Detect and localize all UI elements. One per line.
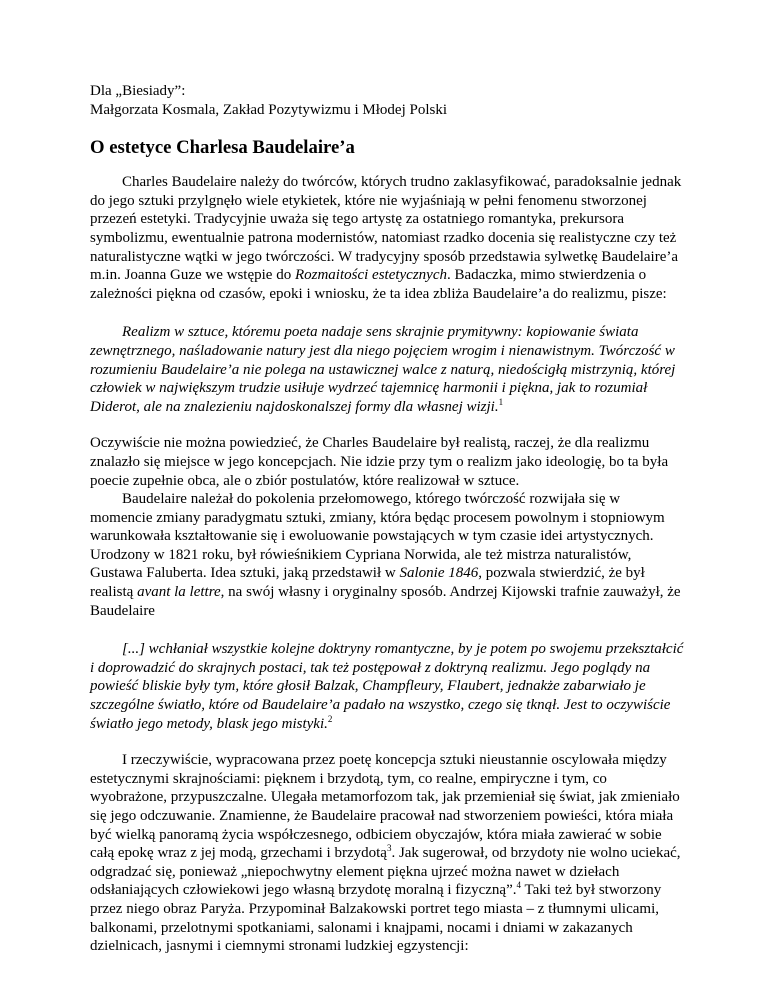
header-author: Małgorzata Kosmala, Zakład Pozytywizmu i Młodej Polski <box>90 101 448 118</box>
text-run: I rzeczywiście, wypracowana przez poetę koncepcja sztuki nieustannie oscylowała między estetycznymi skrajnościami: pięknem i brzydotą, tym, co realne, empiryczne i tym, co wyobrażone, przypuszczalne. Ulegała metamorfozom tak, jak przemieniał się świat, jak zmieniało się jego odczuwanie. Znamienne, że Baudelaire pracował nad stworzeniem powieści, która miała być wielką panoramą życia współczesnego, odbiciem obyczajów, która miała zawierać w sobie całą epokę wraz z jej modą, grzechami i brzydotą <box>90 752 680 862</box>
footnote-ref[interactable]: 4 <box>516 880 521 891</box>
block-quote-2 <box>90 640 686 733</box>
text-run: Taki też był stworzony przez niego obraz Paryża. Przypominał Balzakowski portret tego miasta – z tłumnymi ulicami, balkonami, przelotnymi spotkaniami, salonami i knajpami, nocami i dniami w zakazanych dzielnicach, jasnymi i ciemnymi stronami ludzkiej egzystencji: <box>90 882 662 955</box>
text-run: , pozwala stwierdzić, że był realistą <box>90 565 645 601</box>
footnote-ref[interactable]: 1 <box>498 396 504 407</box>
quote-text: [...] wchłaniał wszystkie kolejne doktryny romantyczne, by je potem po swojemu przekształcić i doprowadzić do skrajnych postaci, tak też postępował z doktryną realizmu. Jego poglądy na powieść bliskie były tym, które głosił Balzak, Champfleury, Flaubert, jednakże zabarwiało je szczególne światło, które od Baudelaire’a padało na wszystko, czego się tknął. Jest to oczywiście światło jego metody, blask jego mistyki. <box>90 641 684 732</box>
footnote-ref[interactable]: 2 <box>327 713 333 724</box>
italic-title: Salonie 1846 <box>399 565 479 582</box>
paragraph-3 <box>90 490 686 620</box>
paragraph-4 <box>90 751 686 956</box>
paragraph-2: Oczywiście nie można powiedzieć, że Charles Baudelaire był realistą, raczej, że dla realizmu znalazło się miejsce w jego koncepcjach. Nie idzie przy tym o realizm jako ideologię, bo ta była poecie zupełnie obca, ale o zbiór postulatów, które realizował w sztuce. <box>90 435 669 489</box>
text-run: . Badaczka, mimo stwierdzenia o zależności piękna od czasów, epoki i wniosku, że ta idea zbliża Baudelaire’a do realizmu, pisze: <box>90 267 667 302</box>
quote-text: Realizm w sztuce, któremu poeta nadaje sens skrajnie prymitywny: kopiowanie świata zewnętrznego, naśladowanie natury jest dla niego pojęciem wrogim i nienawistnym. Twórczość w rozumieniu Baudelaire’a nie polega na ustawicznej walce z naturą, niedościgłą mistrzynią, której człowiek w największym trudzie usiłuje wydrzeć tajemnicę harmonii i piękna, jak to rozumiał Diderot, ale na znalezieniu najdoskonalszej formy dla własnej wizji. <box>90 324 676 415</box>
paragraph-1 <box>90 173 686 303</box>
footnote-ref[interactable]: 3 <box>386 843 392 854</box>
text-run: . Jak sugerował, od brzydoty nie wolno uciekać, odgradzać się, ponieważ „niepochwytny element piękna ujrzeć można nawet w dziełach odsłaniających człowiekowi jego własną brzydotę moralną i fizyczną”. <box>90 845 681 899</box>
article-title: O estetyce Charlesa Baudelaire’a <box>90 137 355 159</box>
italic-title: Rozmaitości estetycznych <box>294 267 447 284</box>
header-dedication: Dla „Biesiady”: <box>90 83 186 99</box>
text-run: Charles Baudelaire należy do twórców, których trudno zaklasyfikować, paradoksalnie jednak do jego sztuki przylgnęło wiele etykietek, które nie wyjaśniają w pełni fenomenu stworzonej przezeń estetyki. Tradycyjnie uważa się tego artystę za ostatniego romantyka, prekursora symbolizmu, ewentualnie patrona modernistów, natomiast rzadko docenia się realistyczne czy też naturalistyczne wątki w jego twórczości. W tradycyjny sposób przedstawia sylwetkę Baudelaire’a m.in. Joanna Guze we wstępie do <box>90 174 682 284</box>
text-run: , na swój własny i oryginalny sposób. Andrzej Kijowski trafnie zauważył, że Baudelaire <box>90 584 681 619</box>
italic-phrase: avant la lettre <box>137 584 221 601</box>
text-run: Baudelaire należał do pokolenia przełomowego, którego twórczość rozwijała się w momencie zmiany paradygmatu sztuki, zmiany, która będąc procesem powolnym i stopniowym warunkowała kształtowanie się i ewoluowanie powstających w tym czasie idei artystycznych. Urodzony w 1821 roku, był rówieśnikiem Cypriana Norwida, ale też mistrza naturalistów, Gustawa Faluberta. Idea sztuki, jaką przedstawił w <box>90 491 665 582</box>
block-quote-1 <box>90 323 686 416</box>
